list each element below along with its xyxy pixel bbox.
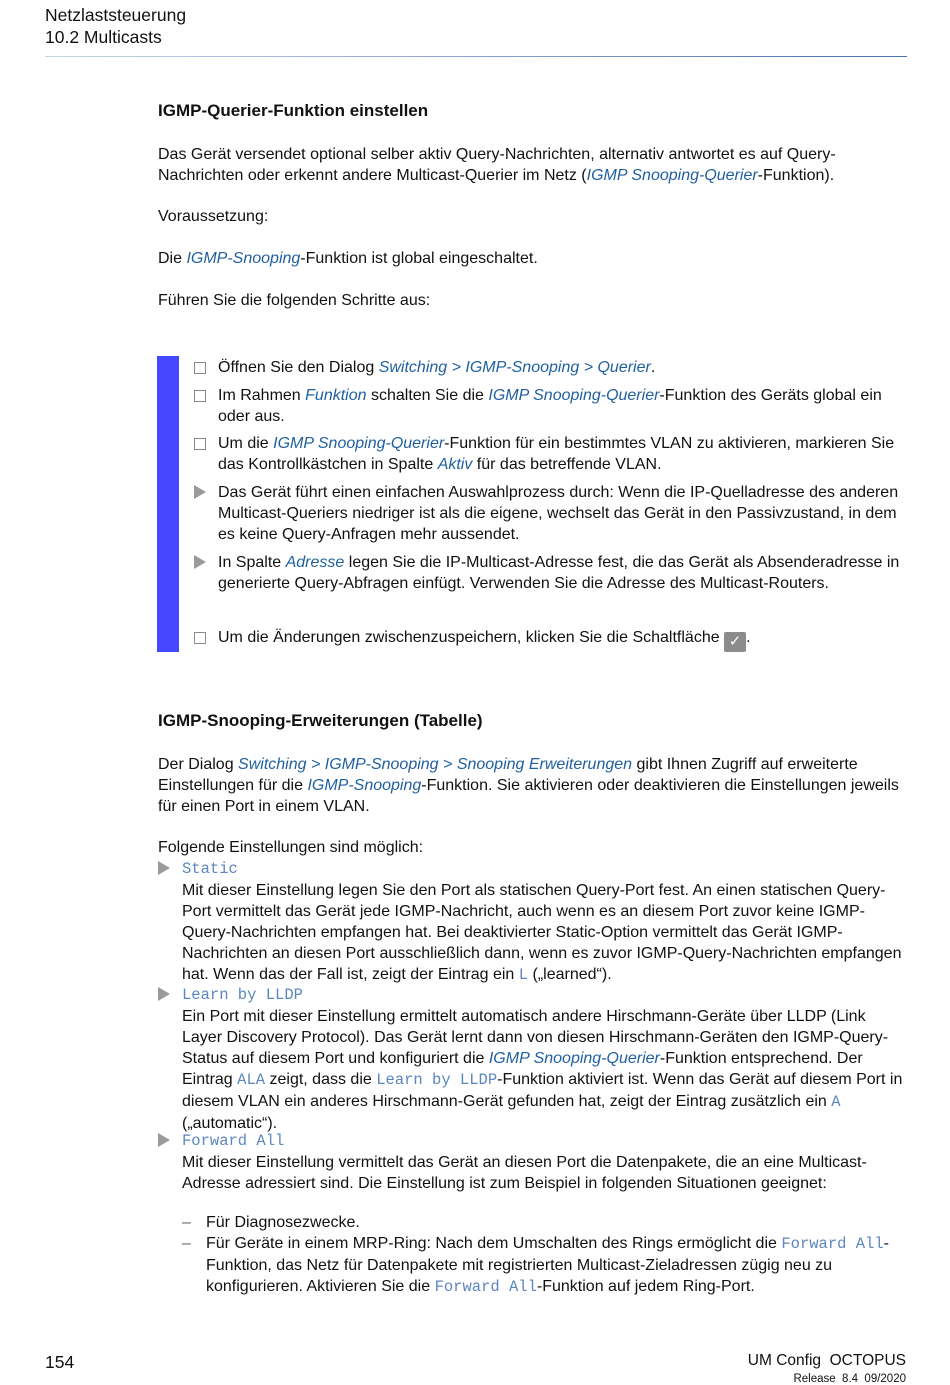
link-igmp-snooping-querier[interactable]: IGMP Snooping-Querier xyxy=(488,387,660,404)
dash-marker: – xyxy=(182,1235,191,1252)
dash-marker: – xyxy=(182,1214,191,1231)
footer-release: Release 8.4 09/2020 xyxy=(793,1373,906,1385)
paragraph-steps-intro: Führen Sie die folgenden Schritte aus: xyxy=(158,292,431,309)
list-arrow-icon xyxy=(158,858,170,880)
paragraph-querier-intro: Das Gerät versendet optional selber aktiv Query-Nachrichten, alternativ antwortet es auf Query-Nachrichten oder erkennt andere Multicast-Querier im Netz (IGMP Snooping-Querier-Funktion). xyxy=(158,146,836,184)
list-item: Forward All Mit dieser Einstellung vermittelt das Gerät an diesen Port die Datenpakete, die an eine Multicast-Adresse adressiert sind. Die Einstellung ist zum Beispiel in folgenden Situationen geeignet: xyxy=(158,1130,908,1214)
running-header-chapter: Netzlaststeuerung xyxy=(45,5,187,25)
footer-doc-title: UM Config OCTOPUS xyxy=(747,1352,906,1369)
list-item: Learn by LLDP Ein Port mit dieser Einstellung ermittelt automatisch andere Hirschmann-Geräte über LLDP (Link Layer Discovery Protocol). Das Gerät lernt dann von diesen Hirschmann-Geräten den IGMP-Query-Status auf diesem Port und konfiguriert die IGMP Snooping-Querier-Funktion entsprechend. Der Eintrag ALA zeigt, dass die Learn by LLDP-Funktion aktiviert ist. Wenn das Gerät auf diesem Port in diesem VLAN ein anderes Hirschmann-Gerät gefunden hat, zeigt der Eintrag zusätzlich ein A („automatic“). xyxy=(158,984,908,1134)
procedure-bar xyxy=(157,356,179,652)
step-item: Öffnen Sie den Dialog Switching > IGMP-Snooping > Querier. xyxy=(194,357,906,379)
paragraph-prerequisite-label: Voraussetzung: xyxy=(158,208,269,225)
option-forward-all: Forward All xyxy=(182,1132,285,1150)
running-header-section: 10.2 Multicasts xyxy=(45,27,162,47)
section-heading-querier: IGMP-Querier-Funktion einstellen xyxy=(158,101,429,120)
page-number: 154 xyxy=(45,1352,75,1372)
sub-list-item: – Für Geräte in einem MRP-Ring: Nach dem Umschalten des Rings ermöglicht die Forward All-Funktion, das Netz für Datenpakete mit registrierten Multicast-Zieladressen zügig neu zu konfigurieren. Aktivieren Sie die Forward All-Funktion auf jedem Ring-Port. xyxy=(182,1235,889,1296)
sub-list-item: – Für Diagnosezwecke. xyxy=(182,1214,360,1231)
link-aktiv[interactable]: Aktiv xyxy=(437,456,473,473)
checkbox-icon xyxy=(194,385,214,407)
paragraph-prerequisite: Die IGMP-Snooping-Funktion ist global eingeschaltet. xyxy=(158,250,538,267)
link-igmp-snooping-querier[interactable]: IGMP Snooping-Querier xyxy=(586,167,758,184)
result-item: Das Gerät führt einen einfachen Auswahlprozess durch: Wenn die IP-Quelladresse des anderen Multicast-Queriers niedriger ist als die eigene, wechselt das Gerät in den Passivzustand, in dem es keine Query-Anfragen mehr aussendet. xyxy=(194,482,906,546)
checkbox-icon xyxy=(194,357,214,379)
link-igmp-snooping-querier[interactable]: IGMP Snooping-Querier xyxy=(273,435,445,452)
link-dialog-querier[interactable]: Switching > IGMP-Snooping > Querier xyxy=(378,359,651,376)
step-item: Im Rahmen Funktion schalten Sie die IGMP Snooping-Querier-Funktion des Geräts global ein oder aus. xyxy=(194,385,906,429)
link-dialog-snooping-erweiterungen[interactable]: Switching > IGMP-Snooping > Snooping Erweiterungen xyxy=(238,756,633,773)
link-igmp-snooping[interactable]: IGMP-Snooping xyxy=(307,777,422,794)
paragraph-settings-intro: Folgende Einstellungen sind möglich: xyxy=(158,839,424,856)
section-heading-snooping-extensions: IGMP-Snooping-Erweiterungen (Tabelle) xyxy=(158,711,483,730)
header-divider xyxy=(45,56,907,57)
link-adresse[interactable]: Adresse xyxy=(285,554,345,571)
list-arrow-icon xyxy=(158,984,170,1006)
list-arrow-icon xyxy=(158,1130,170,1152)
result-arrow-icon xyxy=(194,552,214,574)
paragraph-snooping-intro: Der Dialog Switching > IGMP-Snooping > Snooping Erweiterungen gibt Ihnen Zugriff auf erweiterte Einstellungen für die IGMP-Snooping-Funktion. Sie aktivieren oder deaktivieren die Einstellungen jeweils für einen Port in einem VLAN. xyxy=(158,756,899,815)
list-item: Static Mit dieser Einstellung legen Sie den Port als statischen Query-Port fest. An einen statischen Query-Port vermittelt das Gerät jede IGMP-Nachricht, auch wenn es an diesem Port zuvor keine IGMP-Query-Nachrichten empfangen hat. Bei deaktivierter Static-Option vermittelt das Gerät IGMP-Nachrichten an diesen Port ausschließlich dann, wenn es zuvor IGMP-Query-Nachrichten empfangen hat. Wenn das der Fall ist, zeigt der Eintrag ein L („learned“). xyxy=(158,858,908,986)
result-arrow-icon xyxy=(194,482,214,504)
option-learn-by-lldp: Learn by LLDP xyxy=(182,986,303,1004)
checkbox-icon xyxy=(194,433,214,455)
link-funktion[interactable]: Funktion xyxy=(305,387,367,404)
link-igmp-snooping[interactable]: IGMP-Snooping xyxy=(186,250,301,267)
step-item: Um die Änderungen zwischenzuspeichern, klicken Sie die Schaltfläche ✓ . xyxy=(194,627,906,651)
step-item: Um die IGMP Snooping-Querier-Funktion für ein bestimmtes VLAN zu aktivieren, markieren Sie das Kontrollkästchen in Spalte Aktiv für das betreffende VLAN. xyxy=(194,433,906,477)
result-item: In Spalte Adresse legen Sie die IP-Multicast-Adresse fest, die das Gerät als Absenderadresse in generierte Query-Abfragen einfügt. Verwenden Sie die Adresse des Multicast-Routers. xyxy=(194,552,906,616)
link-igmp-snooping-querier[interactable]: IGMP Snooping-Querier xyxy=(488,1050,660,1067)
checkbox-icon xyxy=(194,627,214,649)
option-static: Static xyxy=(182,860,238,878)
apply-checkmark-icon: ✓ xyxy=(724,632,746,652)
